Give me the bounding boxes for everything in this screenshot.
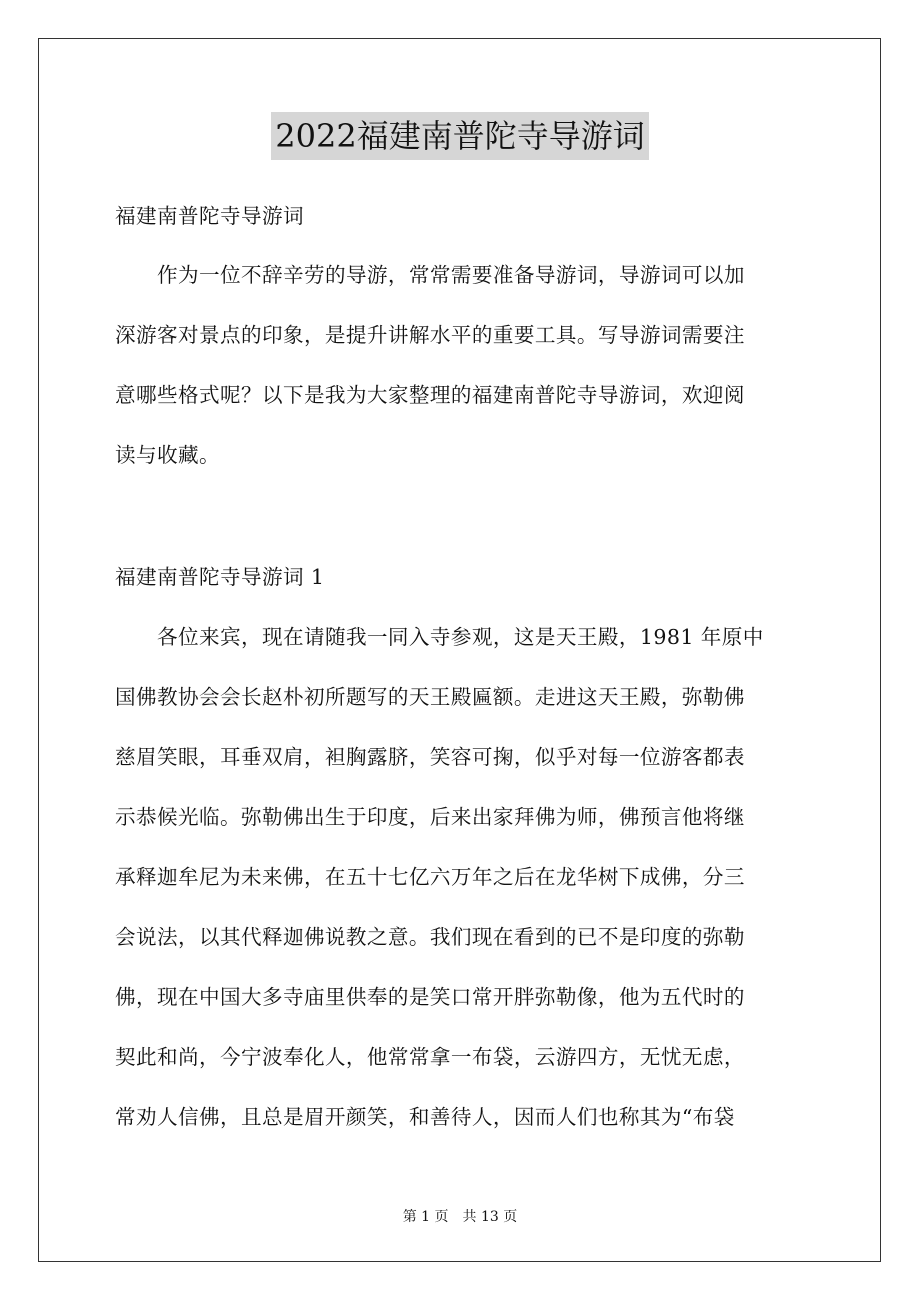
intro-line: 读与收藏。 xyxy=(115,443,220,467)
body-line: 契此和尚，今宁波奉化人，他常常拿一布袋，云游四方，无忧无虑， xyxy=(115,1045,745,1069)
document-title: 2022福建南普陀寺导游词 xyxy=(271,112,648,160)
body-line: 示恭候光临。弥勒佛出生于印度，后来出家拜佛为师，佛预言他将继 xyxy=(115,805,745,829)
document-title-wrap xyxy=(0,112,920,160)
intro-line: 作为一位不辞辛劳的导游，常常需要准备导游词，导游词可以加 xyxy=(157,263,745,287)
intro-line: 意哪些格式呢？以下是我为大家整理的福建南普陀寺导游词，欢迎阅 xyxy=(115,383,745,407)
intro-line: 深游客对景点的印象，是提升讲解水平的重要工具。写导游词需要注 xyxy=(115,323,745,347)
subtitle: 福建南普陀寺导游词 xyxy=(115,204,304,228)
body-line: 承释迦牟尼为未来佛，在五十七亿六万年之后在龙华树下成佛，分三 xyxy=(115,865,745,889)
body-line: 会说法，以其代释迦佛说教之意。我们现在看到的已不是印度的弥勒 xyxy=(115,925,745,949)
body-line: 常劝人信佛，且总是眉开颜笑，和善待人，因而人们也称其为“布袋 xyxy=(115,1105,735,1129)
body-line: 国佛教协会会长赵朴初所题写的天王殿匾额。走进这天王殿，弥勒佛 xyxy=(115,685,745,709)
body-line: 慈眉笑眼，耳垂双肩，袒胸露脐，笑容可掬，似乎对每一位游客都表 xyxy=(115,745,745,769)
body-line: 佛，现在中国大多寺庙里供奉的是笑口常开胖弥勒像，他为五代时的 xyxy=(115,985,745,1009)
body-line: 各位来宾，现在请随我一同入寺参观，这是天王殿，1981 年原中 xyxy=(157,625,764,649)
page-footer: 第 1 页 共 13 页 xyxy=(402,1209,518,1225)
section-heading: 福建南普陀寺导游词 1 xyxy=(115,565,325,589)
